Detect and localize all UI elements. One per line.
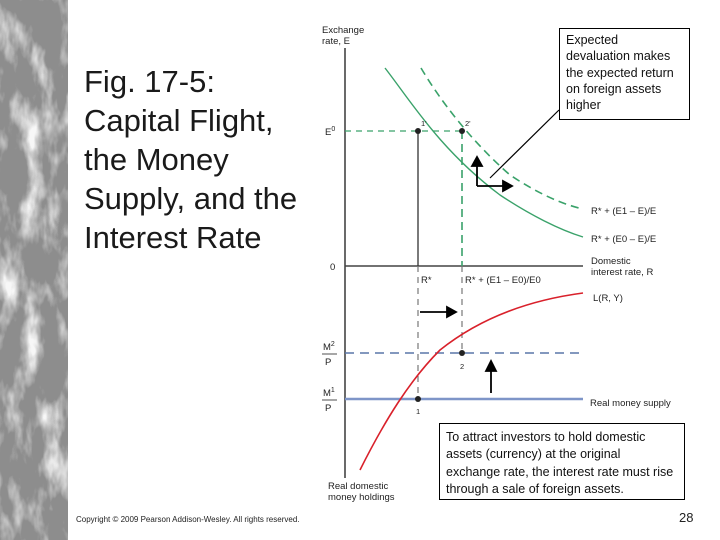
- m1-over-p-label: [322, 387, 337, 414]
- y-axis-label-line2: rate, E: [322, 36, 350, 47]
- y-axis-label-line1: Exchange: [322, 25, 365, 36]
- money-demand-label: L(R, Y): [593, 293, 623, 304]
- point-1-prime-label: 1': [421, 119, 427, 128]
- point-2-prime: [459, 128, 465, 134]
- bottom-axis-label-line1: Real domestic: [328, 481, 389, 492]
- svg-text:P: P: [325, 357, 332, 368]
- arrow-right-top: [477, 181, 512, 191]
- e0-label: $E^0$: [325, 126, 336, 138]
- bottom-axis-label-line2: money holdings: [328, 492, 395, 503]
- svg-text:M1: $M^1$: [323, 387, 335, 399]
- callout-expected-devaluation: Expected devaluation makes the expected return on foreign assets higher: [559, 28, 690, 120]
- slide-title: Fig. 17-5: Capital Flight, the Money Supply, and the Interest Rate: [84, 64, 298, 255]
- expected-return-old-curve: [385, 68, 583, 237]
- callout-attract-investors: To attract investors to hold domestic assets (currency) at the original exchange rate, the interest rate must rise through a sale of foreign assets.: [439, 423, 685, 500]
- copyright-notice: Copyright © 2009 Pearson Addison-Wesley. All rights reserved.: [76, 515, 300, 524]
- svg-text:P: P: [325, 403, 332, 414]
- arrow-up-top: [472, 157, 482, 186]
- m2-over-p-label: [322, 341, 337, 368]
- point-2: [459, 350, 465, 356]
- callout-pointer: [490, 110, 559, 178]
- page-number: 28: [679, 510, 694, 525]
- arrow-up-bottom: [486, 361, 496, 393]
- real-money-supply-label: Real money supply: [590, 398, 671, 409]
- point-1-label: 1: [416, 407, 421, 416]
- r-star-label: R*: [421, 275, 432, 286]
- svg-text:M2: $M^2$: [323, 341, 335, 353]
- expected-return-new-label: R* + (E1 – E)/E: [591, 206, 657, 217]
- point-1: [415, 396, 421, 402]
- expected-return-old-label: R* + (E0 – E)/E: [591, 234, 657, 245]
- x-axis-label-line2: interest rate, R: [591, 267, 654, 278]
- point-1-prime: [415, 128, 421, 134]
- arrow-right-middle: [420, 307, 456, 317]
- origin-label: 0: [330, 262, 336, 273]
- point-2-prime-label: 2': [465, 119, 471, 128]
- point-2-label: 2: [460, 362, 465, 371]
- r-star-plus-label: R* + (E1 – E0)/E0: [465, 275, 541, 286]
- x-axis-label-line1: Domestic: [591, 256, 631, 267]
